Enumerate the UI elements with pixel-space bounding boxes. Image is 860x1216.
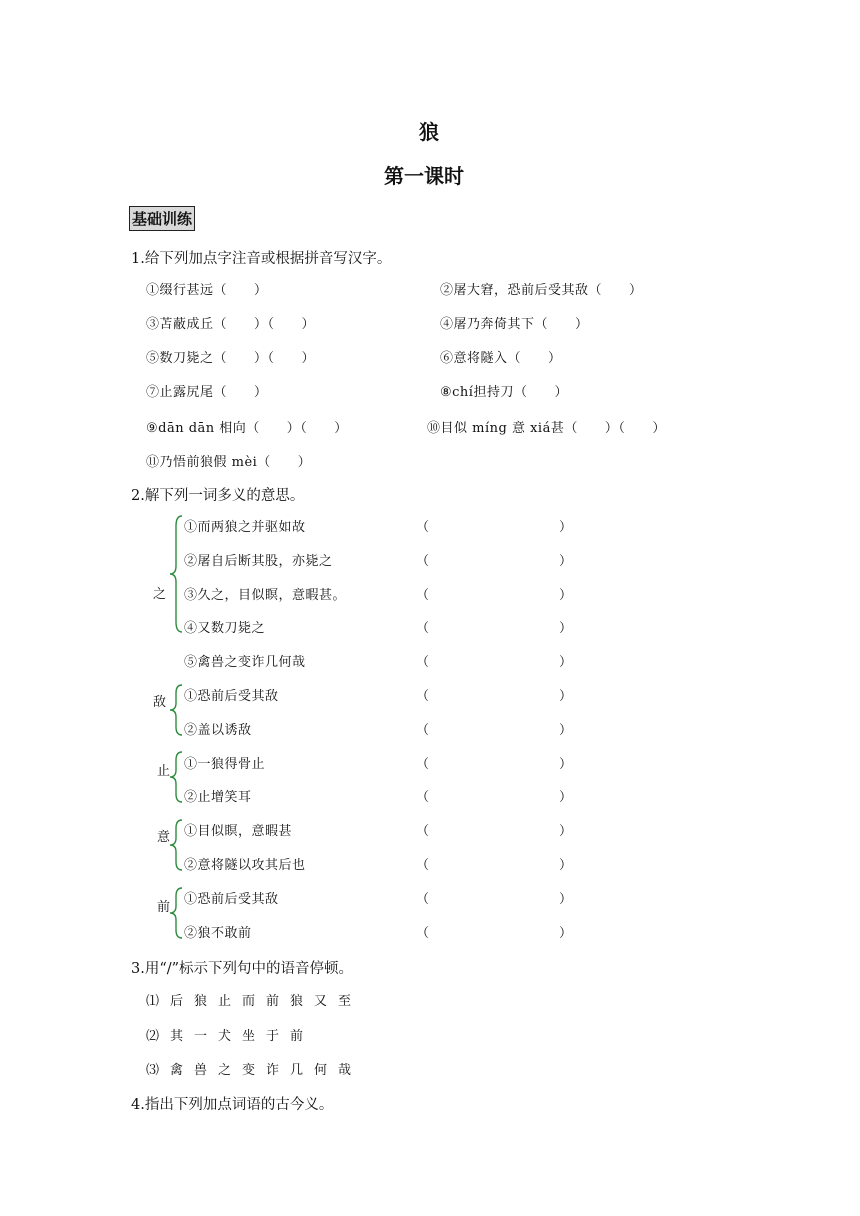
polysemy-item: ⑤禽兽之变诈几何哉 xyxy=(184,655,306,670)
polysemy-char: 意 xyxy=(157,830,171,845)
answer-blank: （ ） xyxy=(416,554,573,569)
q1-item: ⑤数刀毙之（ ）（ ） xyxy=(146,351,316,366)
brace-group-zhi xyxy=(168,514,184,634)
polysemy-item: ③久之，目似瞑，意暇甚。 xyxy=(184,588,347,603)
polysemy-item: ②止增笑耳 xyxy=(184,790,252,805)
answer-blank: （ ） xyxy=(416,655,573,670)
answer-blank: （ ） xyxy=(416,824,573,839)
q1-item: ⑦止露尻尾（ ） xyxy=(146,385,268,400)
polysemy-item: ①恐前后受其敌 xyxy=(184,689,279,704)
polysemy-item: ②盖以诱敌 xyxy=(184,723,252,738)
section-badge: 基础训练 xyxy=(129,206,195,231)
page-title: 狼 xyxy=(419,120,439,144)
polysemy-item: ④又数刀毙之 xyxy=(184,621,266,636)
polysemy-item: ①而两狼之并驱如故 xyxy=(184,520,306,535)
answer-blank: （ ） xyxy=(416,723,573,738)
polysemy-char: 敌 xyxy=(153,695,167,710)
answer-blank: （ ） xyxy=(416,621,573,636)
q1-item: ⑧chí担持刀（ ） xyxy=(440,385,568,400)
q1-item: ③苫蔽成丘（ ）（ ） xyxy=(146,317,316,332)
polysemy-item: ②屠自后断其股，亦毙之 xyxy=(184,554,333,569)
q2-heading: 2.解下列一词多义的意思。 xyxy=(131,488,305,504)
polysemy-item: ①恐前后受其敌 xyxy=(184,892,279,907)
answer-blank: （ ） xyxy=(416,757,573,772)
polysemy-item: ①目似瞑，意暇甚 xyxy=(184,824,293,839)
q1-item: ⑩目似 míng 意 xiá甚（ ）（ ） xyxy=(427,421,666,436)
answer-blank: （ ） xyxy=(416,689,573,704)
answer-blank: （ ） xyxy=(416,892,573,907)
polysemy-char: 止 xyxy=(157,764,171,779)
q3-item: ⑴后狼止而前狼又至 xyxy=(146,994,363,1009)
q4-heading: 4.指出下列加点词语的古今义。 xyxy=(131,1097,334,1113)
answer-blank: （ ） xyxy=(416,790,573,805)
page-subtitle: 第一课时 xyxy=(384,164,464,188)
answer-blank: （ ） xyxy=(416,858,573,873)
q1-item: ④屠乃奔倚其下（ ） xyxy=(440,317,589,332)
q1-item: ⑥意将隧入（ ） xyxy=(440,351,562,366)
q3-item: ⑵其一犬坐于前 xyxy=(146,1029,315,1044)
q1-heading: 1.给下列加点字注音或根据拼音写汉字。 xyxy=(131,251,392,267)
polysemy-item: ②意将隧以攻其后也 xyxy=(184,858,306,873)
answer-blank: （ ） xyxy=(416,520,573,535)
polysemy-item: ①一狼得骨止 xyxy=(184,757,266,772)
q1-item: ⑪乃悟前狼假 mèi（ ） xyxy=(146,455,312,470)
polysemy-char: 之 xyxy=(153,587,167,602)
q3-heading: 3.用“/”标示下列句中的语音停顿。 xyxy=(131,961,354,977)
polysemy-item: ②狼不敢前 xyxy=(184,926,252,941)
q1-item: ①缀行甚远（ ） xyxy=(146,283,268,298)
q1-item: ⑨dān dān 相向（ ）（ ） xyxy=(146,421,348,436)
answer-blank: （ ） xyxy=(416,588,573,603)
answer-blank: （ ） xyxy=(416,926,573,941)
brace-group-di xyxy=(168,683,184,737)
q3-item: ⑶禽兽之变诈几何哉 xyxy=(146,1063,363,1078)
polysemy-char: 前 xyxy=(157,900,171,915)
q1-item: ②屠大窘，恐前后受其敌（ ） xyxy=(440,283,643,298)
